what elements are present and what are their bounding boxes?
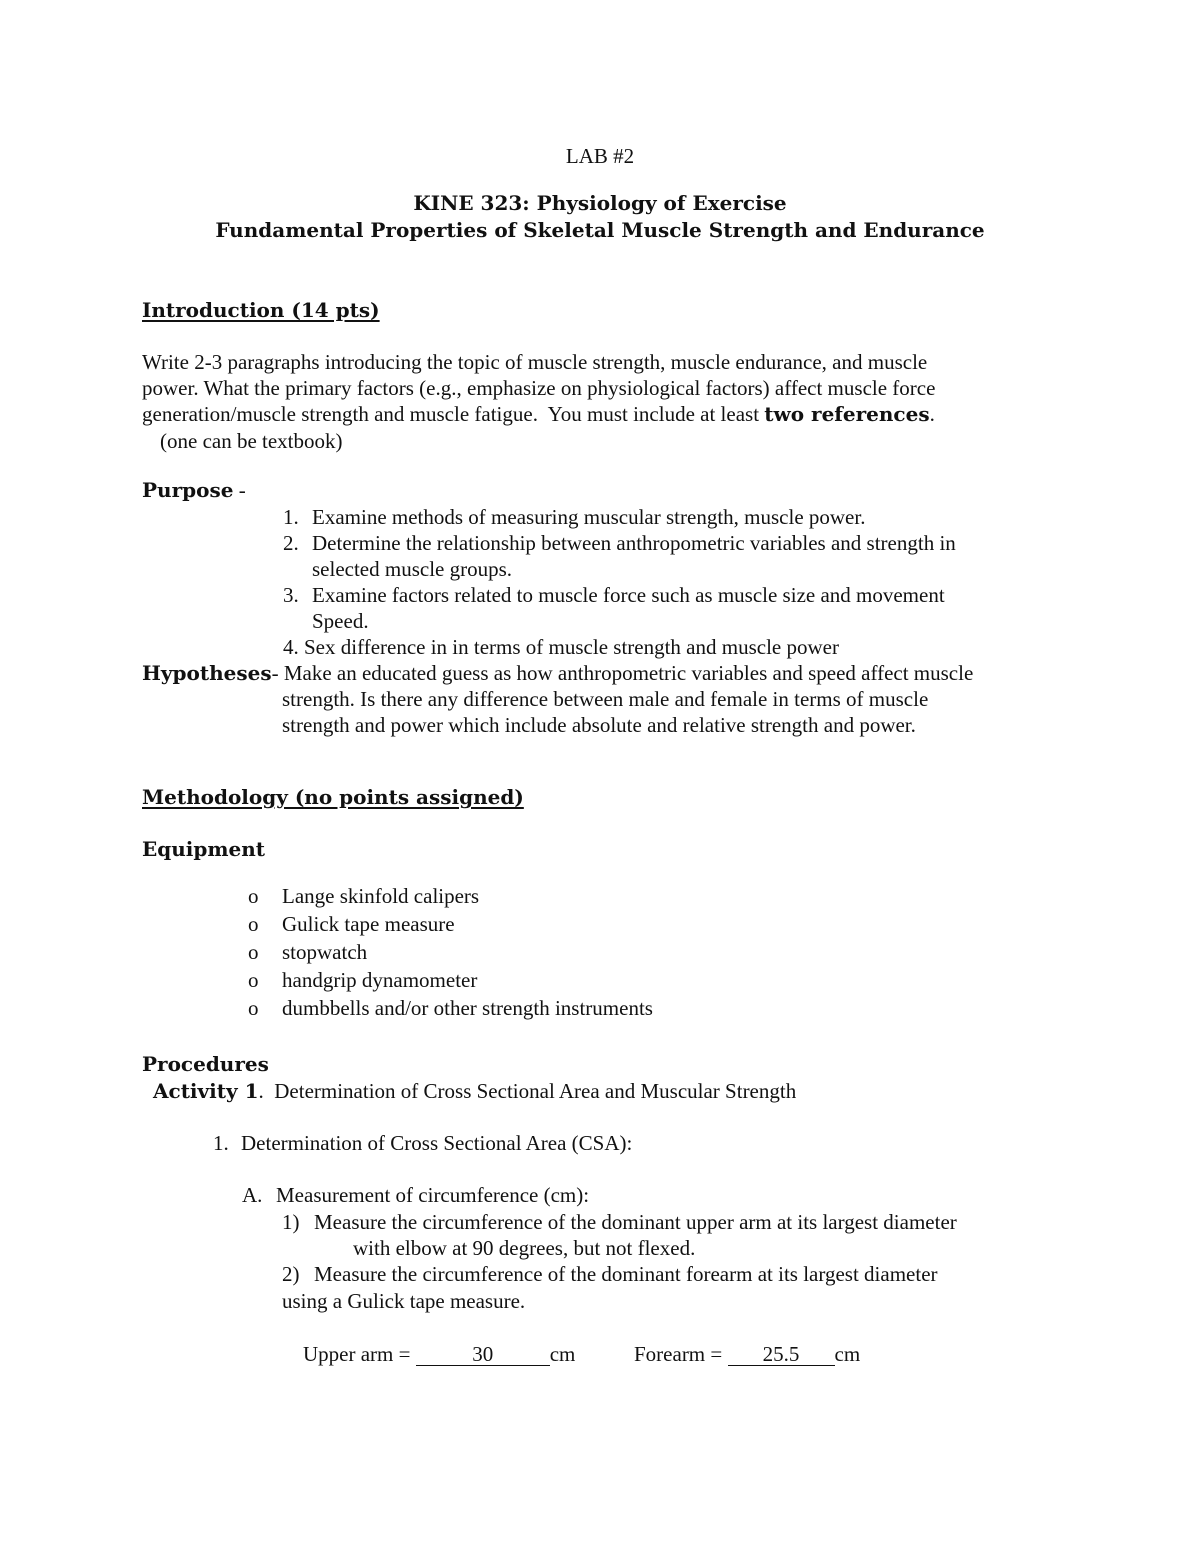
purpose-item-1: Examine methods of measuring muscular strength, muscle power. bbox=[312, 505, 866, 529]
purpose-item-2-cont: selected muscle groups. bbox=[312, 557, 513, 581]
purpose-item-3-cont: Speed. bbox=[312, 609, 369, 633]
course-title: KINE 323: Physiology of Exercise bbox=[413, 191, 787, 215]
forearm-unit: cm bbox=[834, 1342, 861, 1366]
methodology-heading: Methodology (no points assigned) bbox=[142, 785, 524, 809]
measure-1-line-2: with elbow at 90 degrees, but not flexed. bbox=[353, 1236, 696, 1260]
procedures-heading: Procedures bbox=[142, 1052, 269, 1076]
sub-a-label: A. bbox=[242, 1183, 263, 1207]
activity-1-label: Activity 1 bbox=[153, 1079, 259, 1103]
intro-line-4: (one can be textbook) bbox=[160, 429, 343, 453]
upper-arm-unit: cm bbox=[549, 1342, 576, 1366]
activity-1-text: . Determination of Cross Sectional Area and Muscular Strength bbox=[258, 1079, 797, 1103]
sub-a-text: Measurement of circumference (cm): bbox=[276, 1183, 590, 1207]
hypotheses-dash: - bbox=[271, 661, 284, 685]
forearm-value: 25.5 bbox=[728, 1343, 835, 1366]
hypotheses-line-3: strength and power which include absolute and relative strength and power. bbox=[282, 713, 916, 737]
step-1-text: Determination of Cross Sectional Area (CSA): bbox=[241, 1131, 633, 1155]
measure-2-line-2: using a Gulick tape measure. bbox=[282, 1289, 526, 1313]
intro-line-3-text: generation/muscle strength and muscle fatigue. You must include at least bbox=[142, 402, 765, 426]
upper-arm-result bbox=[303, 1341, 575, 1367]
introduction-heading: Introduction (14 pts) bbox=[142, 298, 380, 322]
equipment-item: handgrip dynamometer bbox=[282, 968, 478, 992]
equipment-heading: Equipment bbox=[142, 837, 266, 861]
measure-1-num: 1) bbox=[282, 1210, 300, 1234]
step-1-num: 1. bbox=[213, 1131, 229, 1155]
hypotheses-line-1 bbox=[142, 660, 973, 686]
bullet-icon: o bbox=[248, 940, 259, 964]
intro-line-1: Write 2-3 paragraphs introducing the topic of muscle strength, muscle endurance, and muscle bbox=[142, 350, 928, 374]
lab-number: LAB #2 bbox=[565, 144, 635, 168]
purpose-item-2-num: 2. bbox=[283, 531, 299, 555]
forearm-label: Forearm = bbox=[634, 1342, 728, 1366]
measure-2-line-1: Measure the circumference of the dominant forearm at its largest diameter bbox=[314, 1262, 938, 1286]
bullet-icon: o bbox=[248, 968, 259, 992]
purpose-item-3: Examine factors related to muscle force such as muscle size and movement bbox=[312, 583, 945, 607]
purpose-item-3-num: 3. bbox=[283, 583, 299, 607]
intro-line-2: power. What the primary factors (e.g., emphasize on physiological factors) affect muscle force bbox=[142, 376, 936, 400]
document-title: Fundamental Properties of Skeletal Muscle Strength and Endurance bbox=[215, 218, 985, 242]
intro-line-3-end: . bbox=[929, 402, 935, 426]
purpose-item-4 bbox=[283, 634, 839, 660]
hypotheses-label: Hypotheses bbox=[142, 661, 272, 685]
upper-arm-label: Upper arm = bbox=[303, 1342, 416, 1366]
equipment-item: dumbbells and/or other strength instruments bbox=[282, 996, 653, 1020]
purpose-label: Purpose bbox=[142, 478, 234, 502]
equipment-item: Lange skinfold calipers bbox=[282, 884, 480, 908]
bullet-icon: o bbox=[248, 884, 259, 908]
measure-2-num: 2) bbox=[282, 1262, 300, 1286]
purpose-heading bbox=[142, 477, 246, 503]
purpose-item-4-text: Sex difference in in terms of muscle strength and muscle power bbox=[304, 635, 839, 659]
activity-1 bbox=[153, 1078, 796, 1104]
measure-1-line-1: Measure the circumference of the dominant upper arm at its largest diameter bbox=[314, 1210, 957, 1234]
two-references: two references bbox=[764, 402, 930, 426]
purpose-item-1-num: 1. bbox=[283, 505, 299, 529]
purpose-dash: - bbox=[233, 478, 246, 502]
bullet-icon: o bbox=[248, 912, 259, 936]
bullet-icon: o bbox=[248, 996, 259, 1020]
equipment-item: stopwatch bbox=[282, 940, 368, 964]
purpose-item-2: Determine the relationship between anthropometric variables and strength in bbox=[312, 531, 956, 555]
hypotheses-text-1: Make an educated guess as how anthropometric variables and speed affect muscle bbox=[283, 661, 974, 685]
upper-arm-value: 30 bbox=[416, 1343, 550, 1366]
forearm-result bbox=[634, 1341, 860, 1367]
intro-line-3 bbox=[142, 401, 935, 427]
purpose-item-4-num: 4. bbox=[283, 635, 299, 659]
equipment-item: Gulick tape measure bbox=[282, 912, 455, 936]
hypotheses-line-2: strength. Is there any difference between male and female in terms of muscle bbox=[282, 687, 929, 711]
